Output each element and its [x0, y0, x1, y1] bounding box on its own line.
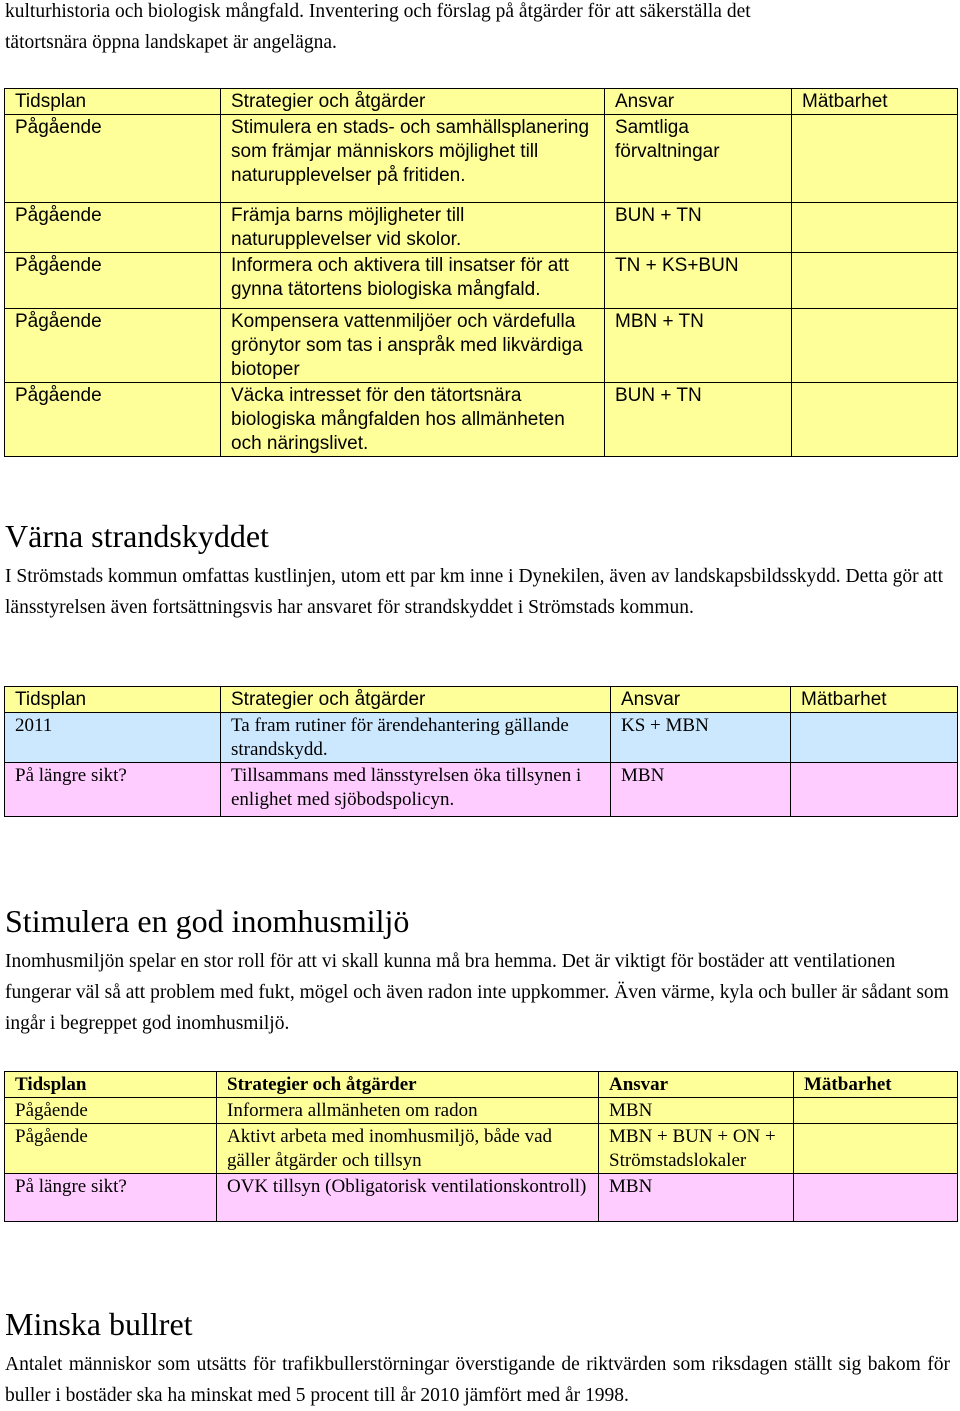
cell-matbarhet: [792, 115, 958, 203]
section-body-inomhusmiljo: Inomhusmiljön spelar en stor roll för att vi skall kunna må bra hemma. Det är viktigt för bostäder att ventilationen fungerar väl så att problem med fukt, mögel och även radon inte uppkommer. Även värme, kyla och buller är sådant som ingår i begreppet god inomhusmiljö.: [5, 951, 949, 1034]
header-strategier: Strategier och åtgärder: [217, 1072, 599, 1098]
cell-ansvar: BUN + TN: [605, 383, 792, 457]
header-matbarhet: Mätbarhet: [791, 687, 958, 713]
cell-strategi: Informera allmänheten om radon: [217, 1098, 599, 1124]
table-row: [5, 203, 958, 253]
intro-line-2: tätortsnära öppna landskapet är angelägna.: [5, 32, 337, 53]
cell-matbarhet: [794, 1124, 958, 1174]
cell-tidsplan: Pågående: [5, 253, 221, 309]
section-body-buller: Antalet människor som utsätts för trafikbullerstörningar överstigande de riktvärden som riksdagen ställt sig bakom för buller i bostäder ska ha minskat med 5 procent till år 2010 jämfört med år 1998.: [5, 1354, 950, 1406]
cell-strategi: OVK tillsyn (Obligatorisk ventilationskontroll): [217, 1174, 599, 1222]
table-row: [5, 115, 958, 203]
intro-line-1: kulturhistoria och biologisk mångfald. Inventering och förslag på åtgärder för att säkerställa det: [5, 1, 751, 22]
table-header-row: [5, 687, 958, 713]
header-matbarhet: Mätbarhet: [792, 89, 958, 115]
header-matbarhet: Mätbarhet: [794, 1072, 958, 1098]
cell-strategi: Kompensera vattenmiljöer och värdefulla grönytor som tas i anspråk med likvärdiga biotoper: [221, 309, 605, 383]
cell-ansvar: KS + MBN: [611, 713, 791, 763]
table-row: [5, 763, 958, 817]
action-table-1: [4, 88, 958, 457]
cell-strategi: Ta fram rutiner för ärendehantering gällande strandskydd.: [221, 713, 611, 763]
cell-tidsplan: Pågående: [5, 309, 221, 383]
cell-matbarhet: [792, 253, 958, 309]
cell-tidsplan: Pågående: [5, 1124, 217, 1174]
table-row: [5, 1124, 958, 1174]
action-table-3: [4, 1071, 958, 1222]
cell-matbarhet: [792, 203, 958, 253]
cell-tidsplan: Pågående: [5, 115, 221, 203]
cell-ansvar: MBN: [611, 763, 791, 817]
header-tidsplan: Tidsplan: [5, 687, 221, 713]
cell-matbarhet: [794, 1098, 958, 1124]
header-tidsplan: Tidsplan: [5, 89, 221, 115]
cell-tidsplan: Pågående: [5, 383, 221, 457]
header-strategier: Strategier och åtgärder: [221, 687, 611, 713]
cell-ansvar: TN + KS+BUN: [605, 253, 792, 309]
cell-strategi: Tillsammans med länsstyrelsen öka tillsynen i enlighet med sjöbodspolicyn.: [221, 763, 611, 817]
cell-ansvar: MBN + TN: [605, 309, 792, 383]
cell-ansvar: Samtliga förvaltningar: [605, 115, 792, 203]
header-tidsplan: Tidsplan: [5, 1072, 217, 1098]
cell-ansvar: MBN + BUN + ON + Strömstadslokaler: [599, 1124, 794, 1174]
cell-matbarhet: [792, 309, 958, 383]
cell-matbarhet: [792, 383, 958, 457]
cell-strategi: Väcka intresset för den tätortsnära biologiska mångfalden hos allmänheten och näringslivet.: [221, 383, 605, 457]
cell-matbarhet: [794, 1174, 958, 1222]
cell-tidsplan: På längre sikt?: [5, 1174, 217, 1222]
cell-strategi: Stimulera en stads- och samhällsplanering som främjar människors möjlighet till naturupplevelser på fritiden.: [221, 115, 605, 203]
cell-matbarhet: [791, 713, 958, 763]
table-row: [5, 309, 958, 383]
cell-matbarhet: [791, 763, 958, 817]
table-row: [5, 1174, 958, 1222]
table-header-row: [5, 1072, 958, 1098]
cell-ansvar: MBN: [599, 1098, 794, 1124]
cell-strategi: Aktivt arbeta med inomhusmiljö, både vad gäller åtgärder och tillsyn: [217, 1124, 599, 1174]
cell-ansvar: BUN + TN: [605, 203, 792, 253]
cell-strategi: Främja barns möjligheter till naturupplevelser vid skolor.: [221, 203, 605, 253]
action-table-2: [4, 686, 958, 817]
section-heading-inomhusmiljo: Stimulera en god inomhusmiljö: [5, 903, 410, 939]
table-row: [5, 1098, 958, 1124]
cell-tidsplan: Pågående: [5, 1098, 217, 1124]
cell-tidsplan: 2011: [5, 713, 221, 763]
table-header-row: [5, 89, 958, 115]
cell-ansvar: MBN: [599, 1174, 794, 1222]
section-heading-buller: Minska bullret: [5, 1306, 193, 1342]
header-ansvar: Ansvar: [599, 1072, 794, 1098]
section-heading-strandskydd: Värna strandskyddet: [5, 518, 269, 554]
table-row: [5, 383, 958, 457]
cell-tidsplan: Pågående: [5, 203, 221, 253]
cell-strategi: Informera och aktivera till insatser för att gynna tätortens biologiska mångfald.: [221, 253, 605, 309]
header-ansvar: Ansvar: [611, 687, 791, 713]
section-body-strandskydd: I Strömstads kommun omfattas kustlinjen, utom ett par km inne i Dynekilen, även av landskapsbildsskydd. Detta gör att länsstyrelsen även fortsättningsvis har ansvaret för strandskyddet i Strömstads kommun.: [5, 566, 944, 618]
header-ansvar: Ansvar: [605, 89, 792, 115]
table-row: [5, 253, 958, 309]
table-row: [5, 713, 958, 763]
cell-tidsplan: På längre sikt?: [5, 763, 221, 817]
header-strategier: Strategier och åtgärder: [221, 89, 605, 115]
